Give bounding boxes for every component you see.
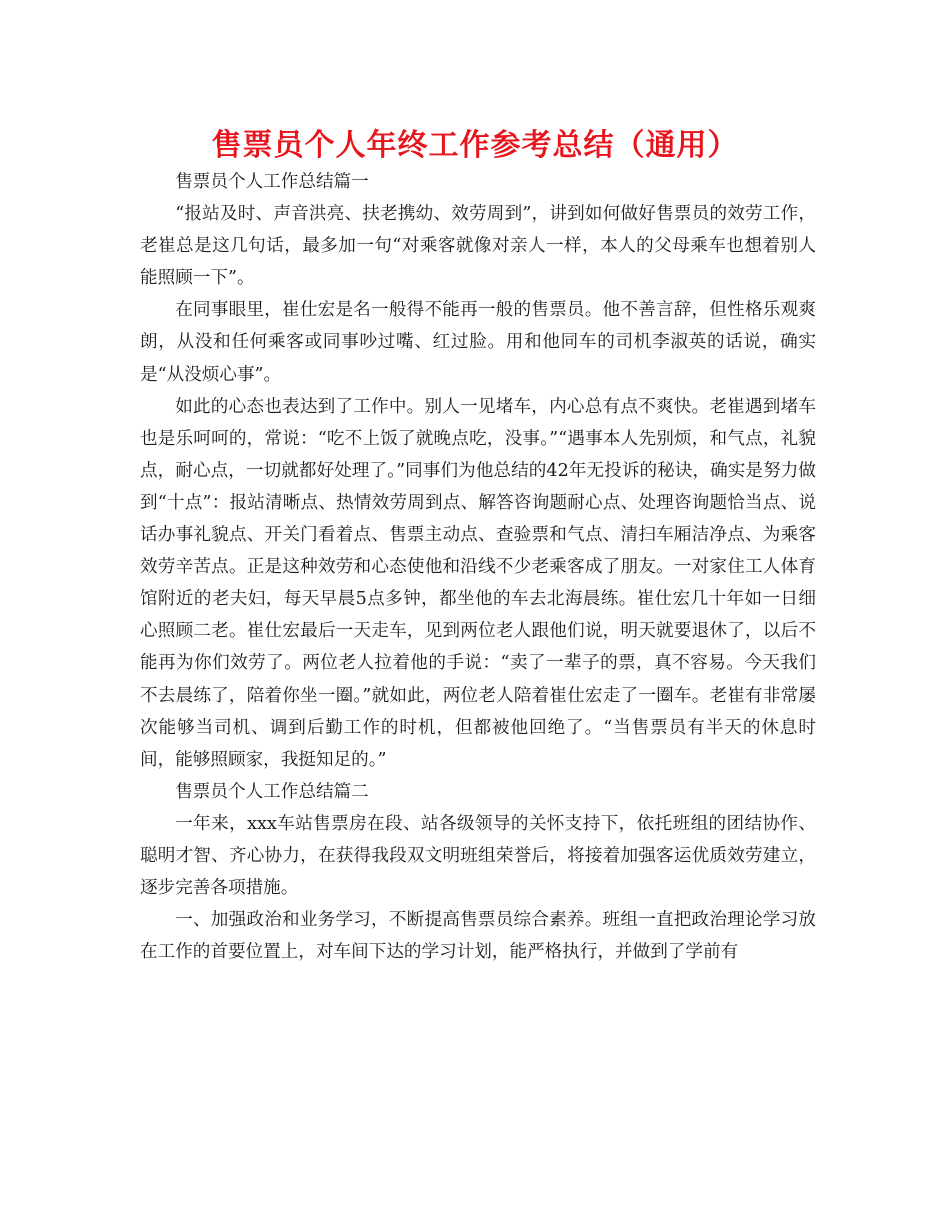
paragraph: 一、加强政治和业务学习，不断提高售票员综合素养。班组一直把政治理论学习放在工作的首要位置上，对车间下达的学习计划，能严格执行，并做到了学前有 xyxy=(140,910,816,963)
document-title: 售票员个人年终工作参考总结（通用） xyxy=(211,128,739,163)
paragraph: 在同事眼里，崔仕宏是名一般得不能再一般的售票员。他不善言辞，但性格乐观爽朗，从没和任何乘客或同事吵过嘴、红过脸。用和他同车的司机李淑英的话说，确实是“从没烦心事”。 xyxy=(140,300,816,385)
section-heading-2: 售票员个人工作总结篇二 xyxy=(175,781,369,802)
paragraph: 一年来，xxx车站售票房在段、站各级领导的关怀支持下，依托班组的团结协作、聪明才智、齐心协力，在获得我段双文明班组荣誉后，将接着加强客运优质效劳建立，逐步完善各项措施。 xyxy=(140,813,816,899)
document-body xyxy=(140,166,816,968)
paragraph: 如此的心态也表达到了工作中。别人一见堵车，内心总有点不爽快。老崔遇到堵车也是乐呵呵的，常说：“吃不上饭了就晚点吃，没事。”“遇事本人先别烦，和气点，礼貌点，耐心点，一切就都好处理了。”同事们为他总结的42年无投诉的秘诀，确实是努力做到“十点”：报站清晰点、热情效劳周到点、解答咨询题耐心点、处理咨询题恰当点、说话办事礼貌点、开关门看着点、售票主动点、查验票和气点、清扫车厢洁净点、为乘客效劳辛苦点。正是这种效劳和心态使他和沿线不少老乘客成了朋友。一对家住工人体育馆附近的老夫妇，每天早晨5点多钟，都坐他的车去北海晨练。崔仕宏几十年如一日细心照顾二老。崔仕宏最后一天走车，见到两位老人跟他们说，明天就要退休了，以后不能再为你们效劳了。两位老人拉着他的手说：“卖了一辈子的票，真不容易。今天我们不去晨练了，陪着你坐一圈。”就如此，两位老人陪着崔仕宏走了一圈车。老崔有非常屡次能够当司机、调到后勤工作的时机，但都被他回绝了。“当售票员有半天的休息时间，能够照顾家，我挺知足的。” xyxy=(140,396,816,770)
section-heading-1: 售票员个人工作总结篇一 xyxy=(175,172,369,192)
paragraph: “报站及时、声音洪亮、扶老携幼、效劳周到”，讲到如何做好售票员的效劳工作，老崔总是这几句话，最多加一句“对乘客就像对亲人一样，本人的父母乘车也想着别人能照顾一下”。 xyxy=(140,204,816,289)
